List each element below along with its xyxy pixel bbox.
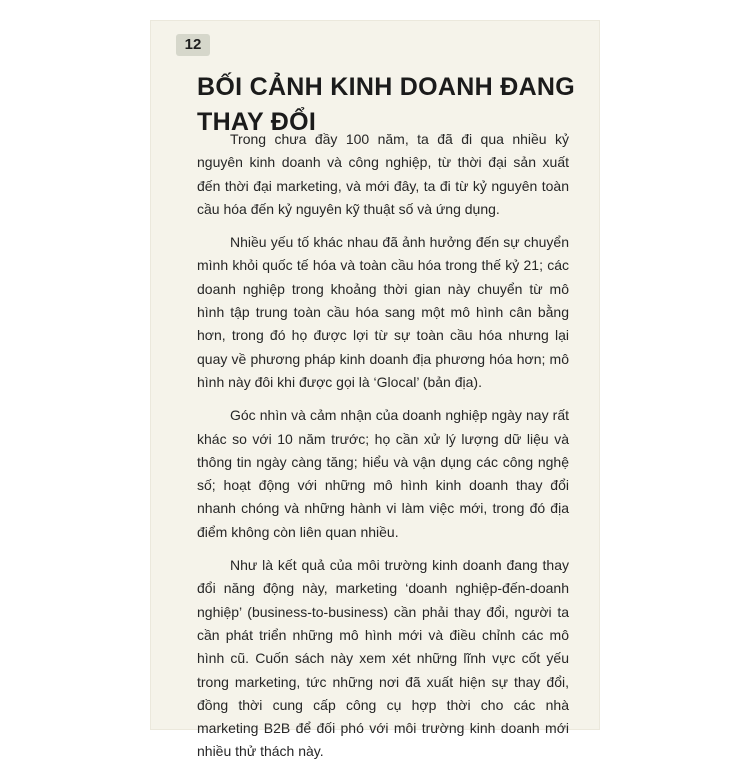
chapter-title: BỐI CẢNH KINH DOANH ĐANG THAY ĐỔI [197,73,576,136]
paragraph: Trong chưa đầy 100 năm, ta đã đi qua nhiều kỷ nguyên kinh doanh và công nghiệp, từ thời đại sản xuất đến thời đại marketing, và mới đây, ta đi từ kỷ nguyên toàn cầu hóa đến kỷ nguyên kỹ thuật số và ứng dụng. [197,131,569,217]
paragraph: Góc nhìn và cảm nhận của doanh nghiệp ngày nay rất khác so với 10 năm trước; họ cần xử lý lượng dữ liệu và thông tin ngày càng tăng; hiểu và vận dụng các công nghệ số; hoạt động với những mô hình kinh doanh thay đổi nhanh chóng và những hành vi làm việc mới, trong đó địa điểm không còn liên quan nhiều. [197,407,569,540]
paragraph: Nhiều yếu tố khác nhau đã ảnh hưởng đến sự chuyển mình khỏi quốc tế hóa và toàn cầu hóa trong thế kỷ 21; các doanh nghiệp trong khoảng thời gian này chuyển từ mô hình tập trung toàn cầu hóa sang một mô hình cân bằng hơn, trong đó họ được lợi từ sự toàn cầu hóa nhưng lại quay về phương pháp kinh doanh địa phương hóa hơn; mô hình này đôi khi được gọi là ‘Glocal’ (bản địa). [197,234,569,390]
body-text [197,128,569,774]
page-number-badge: 12 [176,34,210,56]
paragraph: Như là kết quả của môi trường kinh doanh đang thay đổi năng động này, marketing ‘doanh nghiệp-đến-doanh nghiệp’ (business-to-business) cần phải thay đổi, người ta cần phát triển những mô hình mới và điều chỉnh các mô hình cũ. Cuốn sách này xem xét những lĩnh vực cốt yếu trong marketing, tức những nơi đã xuất hiện sự thay đổi, đồng thời cung cấp công cụ hợp thời cho các nhà marketing B2B để đối phó với môi trường kinh doanh mới nhiều thử thách này. [197,557,569,760]
